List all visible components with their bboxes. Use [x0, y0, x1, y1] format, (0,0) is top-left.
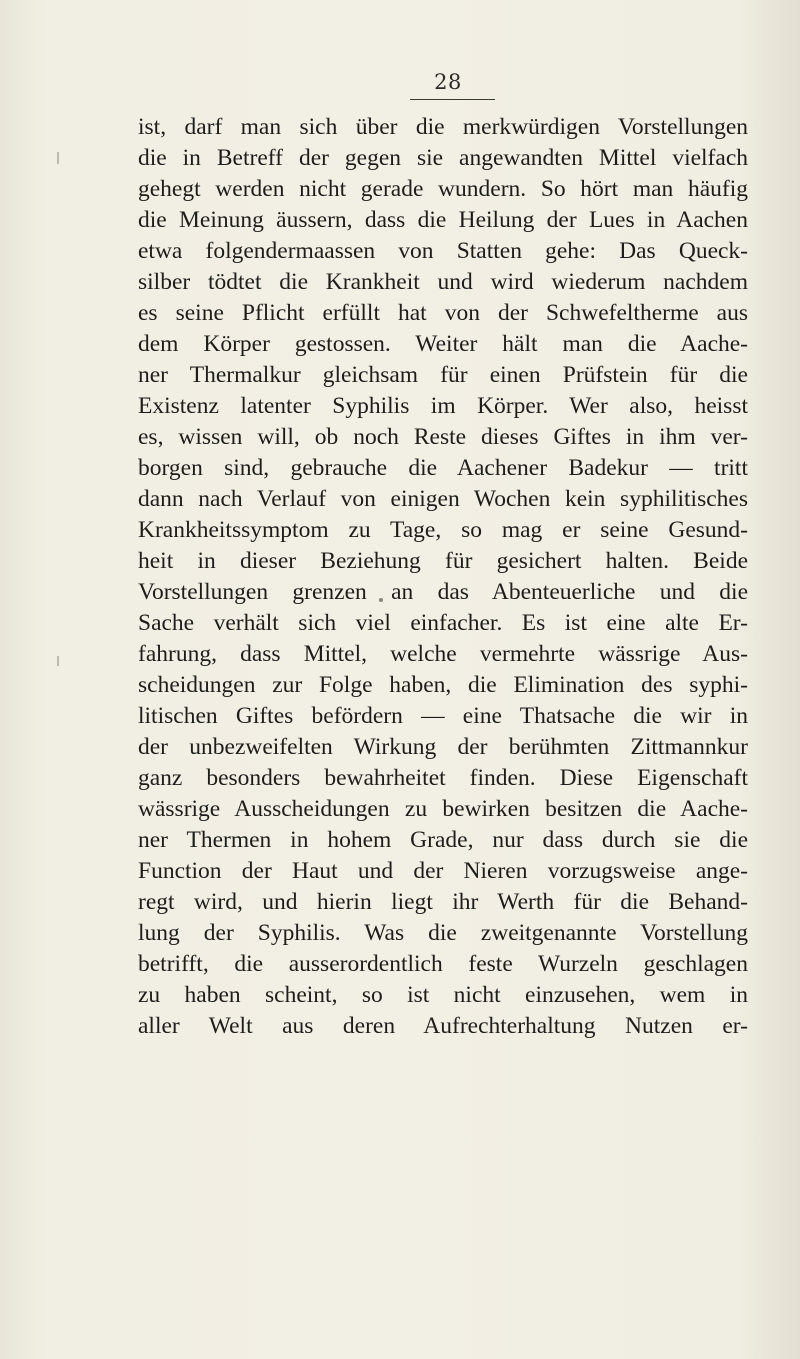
- text-line: zu haben scheint, so ist nicht einzusehen, wem in: [138, 982, 748, 1008]
- text-line: lung der Syphilis. Was die zweitgenannte Vorstellung: [138, 920, 748, 946]
- text-line: scheidungen zur Folge haben, die Elimination des syphi-: [138, 672, 748, 698]
- text-line: ner Thermen in hohem Grade, nur dass durch sie die: [138, 827, 748, 853]
- text-line: wässrige Ausscheidungen zu bewirken besitzen die Aache-: [138, 796, 748, 822]
- text-line: dem Körper gestossen. Weiter hält man die Aache-: [138, 331, 748, 357]
- text-line: fahrung, dass Mittel, welche vermehrte wässrige Aus-: [138, 641, 748, 667]
- text-line: ist, darf man sich über die merkwürdigen Vorstellungen: [138, 114, 748, 140]
- text-line: es, wissen will, ob noch Reste dieses Giftes in ihm ver-: [138, 424, 748, 450]
- text-line: Existenz latenter Syphilis im Körper. Wer also, heisst: [138, 393, 748, 419]
- text-line: ganz besonders bewahrheitet finden. Diese Eigenschaft: [138, 765, 748, 791]
- text-line: die in Betreff der gegen sie angewandten Mittel vielfach: [138, 145, 748, 171]
- text-line: aller Welt aus deren Aufrechterhaltung Nutzen er-: [138, 1013, 748, 1039]
- text-line: borgen sind, gebrauche die Aachener Badekur — tritt: [138, 455, 748, 481]
- text-line: silber tödtet die Krankheit und wird wiederum nachdem: [138, 269, 748, 295]
- page-number: 28: [434, 70, 462, 94]
- margin-mark: [57, 152, 59, 164]
- text-line: Krankheitssymptom zu Tage, so mag er seine Gesund-: [138, 517, 748, 543]
- body-text: [138, 112, 748, 1042]
- text-line: litischen Giftes befördern — eine Thatsache die wir in: [138, 703, 748, 729]
- text-line: dann nach Verlauf von einigen Wochen kein syphilitisches: [138, 486, 748, 512]
- margin-mark: [57, 656, 59, 666]
- text-line: betrifft, die ausserordentlich feste Wurzeln geschlagen: [138, 951, 748, 977]
- text-line: regt wird, und hierin liegt ihr Werth für die Behand-: [138, 889, 748, 915]
- text-line: heit in dieser Beziehung für gesichert halten. Beide: [138, 548, 748, 574]
- text-line: ner Thermalkur gleichsam für einen Prüfstein für die: [138, 362, 748, 388]
- text-line: der unbezweifelten Wirkung der berühmten Zittmannkur: [138, 734, 748, 760]
- text-line: gehegt werden nicht gerade wundern. So hört man häufig: [138, 176, 748, 202]
- page-number-rule: [410, 99, 495, 100]
- text-line: die Meinung äussern, dass die Heilung der Lues in Aachen: [138, 207, 748, 233]
- text-line: Sache verhält sich viel einfacher. Es ist eine alte Er-: [138, 610, 748, 636]
- text-line: Function der Haut und der Nieren vorzugsweise ange-: [138, 858, 748, 884]
- text-line: es seine Pflicht erfüllt hat von der Schwefeltherme aus: [138, 300, 748, 326]
- text-line: Vorstellungen grenzen an das Abenteuerliche und die: [138, 579, 748, 605]
- text-line: etwa folgendermaassen von Statten gehe: Das Queck-: [138, 238, 748, 264]
